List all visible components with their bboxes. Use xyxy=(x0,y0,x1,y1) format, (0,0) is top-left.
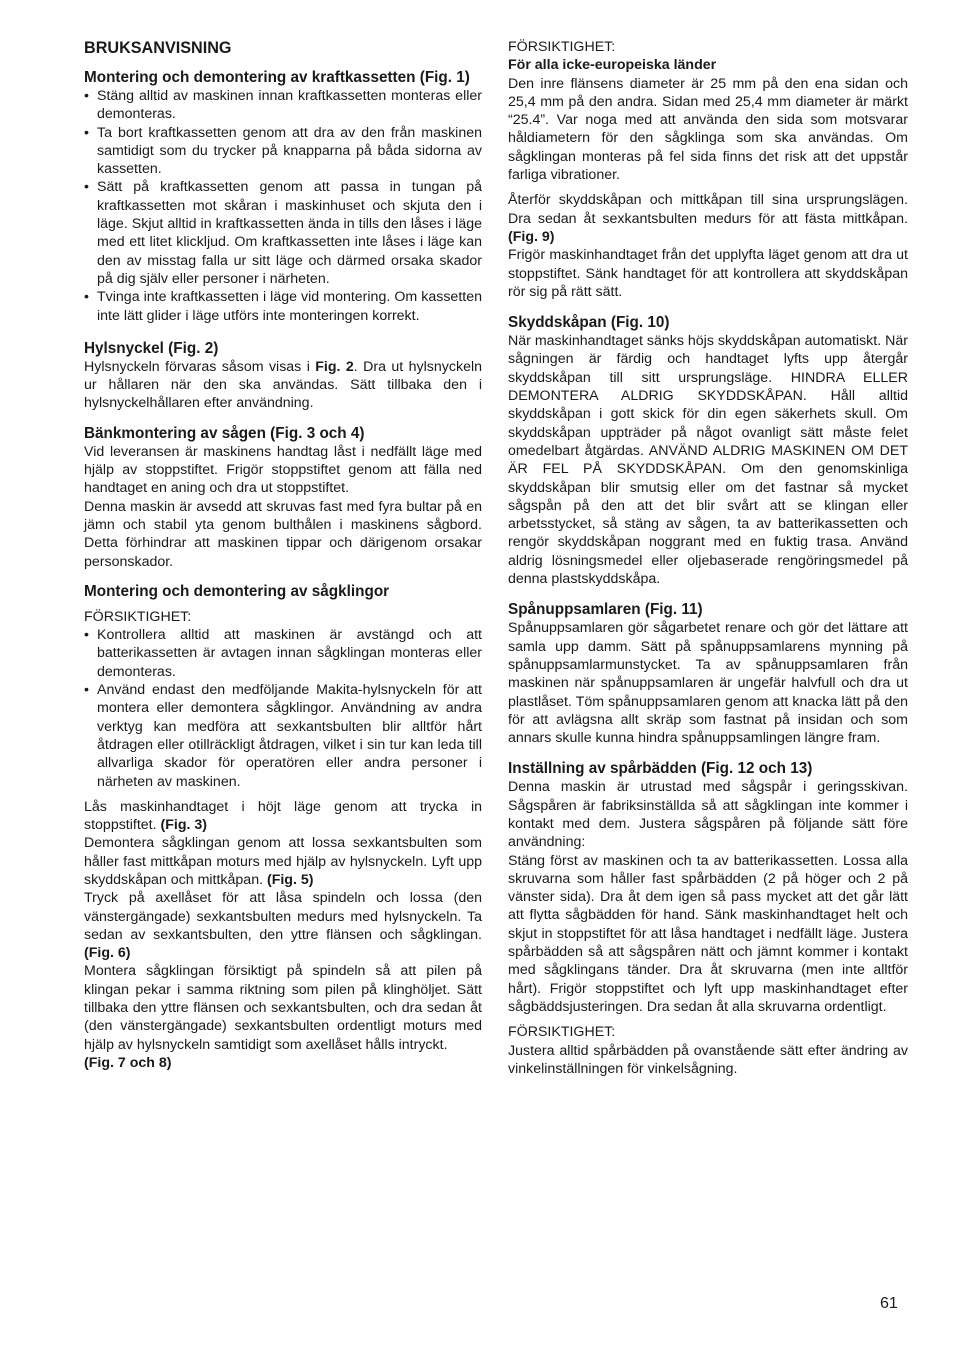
left-column xyxy=(84,38,482,1072)
paragraph xyxy=(84,358,482,413)
text-run: . Dra ut hylsnyckeln ur hållaren när den ska användas. Sätt tillbaka den i hylsnyckelhållaren efter användning. xyxy=(84,358,482,412)
figure-ref: (Fig. 7 och 8) xyxy=(84,1054,172,1071)
figure-ref: (Fig. 9) xyxy=(508,228,555,245)
caution-label: FÖRSIKTIGHET: xyxy=(508,39,616,55)
list-item: • Ta bort kraftkassetten genom att dra av den från maskinen samtidigt som du trycker på knapparna på båda sidorna av kassetten. xyxy=(84,124,482,179)
right-column xyxy=(508,38,908,1078)
section-socket-wrench xyxy=(84,339,482,413)
paragraph xyxy=(84,889,482,962)
caution-subtitle: För alla icke-europeiska länder xyxy=(508,57,717,74)
paragraph xyxy=(84,834,482,889)
text-run: Hylsnyckeln förvaras såsom visas i xyxy=(84,358,316,375)
section-title: Skyddskåpan (Fig. 10) xyxy=(508,314,670,332)
list-item: • Använd endast den medföljande Makita-hylsnyckeln för att montera eller demontera sågklingor. Användning av andra verktyg kan medföra att sexkantsbulten blir alltför hårt åtdragen eller otillräckligt åtdragen, vilket i sin tur kan leda till allvarliga skador för operatören eller andra personer i närheten av maskinen. xyxy=(84,681,482,791)
paragraph: Denna maskin är avsedd att skruvas fast med fyra bultar på en jämn och stabil yta genom bulthålen i maskinens sågbord. Detta förhindrar att maskinen tippar och därigenom orsakar personskador. xyxy=(84,498,482,570)
figure-ref: (Fig. 6) xyxy=(84,945,131,962)
section-title: Bänkmontering av sågen (Fig. 3 och 4) xyxy=(84,424,365,442)
bullet-list xyxy=(84,87,482,325)
text-run: Demontera sågklingan genom att lossa sexkantsbulten som håller fast mittkåpan moturs med hjälp av hylsnyckeln. Lyft upp skyddskåpan och mittkåpan. xyxy=(84,835,482,888)
section-title: Montering och demontering av sågklingor xyxy=(84,582,390,600)
paragraph: Justera alltid spårbädden på ovanstående sätt efter ändring av vinkelinställningen för vinkelsågning. xyxy=(508,1042,908,1077)
paragraph: När maskinhandtaget sänks höjs skyddskåpan automatiskt. När sågningen är färdig och handtaget lyfts upp återgår skyddskåpan till sitt ursprungsläge. HINDRA ELLER DEMONTERA ALDRIG SKYDDSKÅPAN. Håll alltid skyddskåpan i gott skick för din egen säkerhets skull. Om skyddskåpan uppträder på något ovanligt sätt måste felet omedelbart åtgärdas. ANVÄND ALDRIG MASKINEN OM DET ÄR FEL PÅ SKYDDSKÅPAN. Om den genomskinliga skyddskåpan blir smutsig eller om det fastnar så mycket sågspån på den att det blir svårt att se klingan eller arbetsstycket, så stäng av sågen, ta av batterikassetten och rengör skyddskåpan noggrant med en fuktig trasa. Använd aldrig lösningsmedel eller oljebaserade rengöringsmedel på denna plastskyddskåpa. xyxy=(508,333,908,588)
paragraph xyxy=(84,798,482,835)
page-heading: BRUKSANVISNING xyxy=(84,39,232,57)
paragraph xyxy=(508,191,908,246)
caution-label: FÖRSIKTIGHET: xyxy=(508,1024,616,1041)
caution-label: FÖRSIKTIGHET: xyxy=(84,608,192,625)
figure-ref: Fig. 2 xyxy=(315,358,354,375)
paragraph: Frigör maskinhandtaget från det upplyfta läget genom att dra ut stoppstiftet. Sänk handtaget för att kontrollera att skyddskåpan rör sig på rätt sätt. xyxy=(508,247,908,300)
list-item: • Tvinga inte kraftkassetten i läge vid montering. Om kassetten inte lätt glider i läge utförs inte monteringen korrekt. xyxy=(84,288,482,325)
figure-ref: (Fig. 5) xyxy=(266,871,314,888)
page-number: 61 xyxy=(880,1295,898,1312)
text-run: Lås maskinhandtaget i höjt läge genom att trycka in stoppstiftet. xyxy=(84,798,482,834)
paragraph: Denna maskin är utrustad med sågspår i geringsskivan. Sågspåren är fabriksinställda så att sågklingan inte kommer i kontakt med dem. Justera sågspåren på följande sätt före användning: xyxy=(508,779,908,851)
bullet-list xyxy=(84,626,482,791)
section-safety-guard xyxy=(508,313,908,588)
paragraph: Stäng först av maskinen och ta av batterikassetten. Lossa alla skruvarna som håller fast spårbädden (2 på höger och 2 på vänster sida). Dra åt dem igen så pass mycket att det går lätt att flytta sågbädden för hand. Sänk maskinhandtaget helt och skjut in stoppstiftet för att låsa handtaget i nedfällt läge. Justera spårbädden så att sågspåren nätt och jämnt kommer i kontakt med sågklingans tänder. Dra åt skruvarna (men inte alltför hårt). Frigör stoppstiftet och lyft upp maskinhandtaget efter sågbäddsjusteringen. Dra sedan åt alla skruvarna ordentligt. xyxy=(508,852,908,1015)
section-title: Inställning av spårbädden (Fig. 12 och 13) xyxy=(508,760,813,778)
section-bench-mounting xyxy=(84,424,482,571)
paragraph: Vid leveransen är maskinens handtag låst i nedfällt läge med hjälp av stoppstiftet. Frigör stoppstiftet genom att fälla ned handtaget en aning och dra ut stoppstiftet. xyxy=(84,443,482,497)
section-saw-blades xyxy=(84,582,482,1072)
paragraph: Spånuppsamlaren gör sågarbetet renare och gör det lättare att samla upp damm. Sätt på spånuppsamlarens mynning på spånuppsamlarmunstycket. Ta av spånuppsamlaren från maskinen när spånuppsamlaren är ungefär halvfull och dra ut plastlåset. Töm spånuppsamlaren genom att knacka lätt på den för att avlägsna allt skräp som fastnat på insidan och som annars skulle kunna hindra spånuppsamlingen längre fram. xyxy=(508,620,908,747)
section-battery-cartridge xyxy=(84,68,482,325)
paragraph: Montera sågklingan försiktigt på spindeln så att pilen på klingan pekar i samma riktning som pilen på klinghöljet. Sätt tillbaka den yttre flänsen och sexkantsbulten, och dra sedan åt (den vänstergängade) sexkantsbulten ordentligt moturs med hjälp av hylsnyckeln samtidigt som axellåset hålls intryckt. xyxy=(84,963,482,1053)
figure-ref: (Fig. 3) xyxy=(160,817,207,834)
section-dust-bag xyxy=(508,600,908,747)
paragraph: Den inre flänsens diameter är 25 mm på den ena sidan och 25,4 mm på den andra. Sidan med 25,4 mm diameter är märkt “25.4”. Var noga med att använda den sida som motsvarar håldiametern för den sågklinga som ska användas. Om sågklingan monteras på fel sida finns det risk att det uppstår farliga vibrationer. xyxy=(508,75,908,184)
section-title: Hylsnyckel (Fig. 2) xyxy=(84,339,219,357)
section-kerf-board xyxy=(508,759,908,1078)
list-item: • Stäng alltid av maskinen innan kraftkassetten monteras eller demonteras. xyxy=(84,87,482,124)
section-title: Spånuppsamlaren (Fig. 11) xyxy=(508,601,703,619)
text-run: Tryck på axellåset för att låsa spindeln och lossa (den vänstergängade) sexkantsbulten medurs med hylsnyckeln. Ta sedan av sexkantsbulten, den yttre flänsen och sågklingan. xyxy=(84,890,482,943)
list-item: • Kontrollera alltid att maskinen är avstängd och att batterikassetten är avtagen innan sågklingan monteras eller demonteras. xyxy=(84,626,482,681)
list-item: • Sätt på kraftkassetten genom att passa in tungan på kraftkassetten mot skåran i maskinhuset och skjuta den i läge. Skjut alltid in kraftkassetten ända in tills den låses i läge med ett litet klickljud. Om kraftkassetten inte låses i läge kan den av misstag falla ur sitt läge och därmed orsaka skador på dig själv eller personer i närheten. xyxy=(84,178,482,288)
text-run: Återför skyddskåpan och mittkåpan till sina ursprungslägen. Dra sedan åt sexkantsbulten medurs för att fästa mittkåpan. xyxy=(508,192,908,227)
section-title: Montering och demontering av kraftkassetten (Fig. 1) xyxy=(84,69,470,86)
